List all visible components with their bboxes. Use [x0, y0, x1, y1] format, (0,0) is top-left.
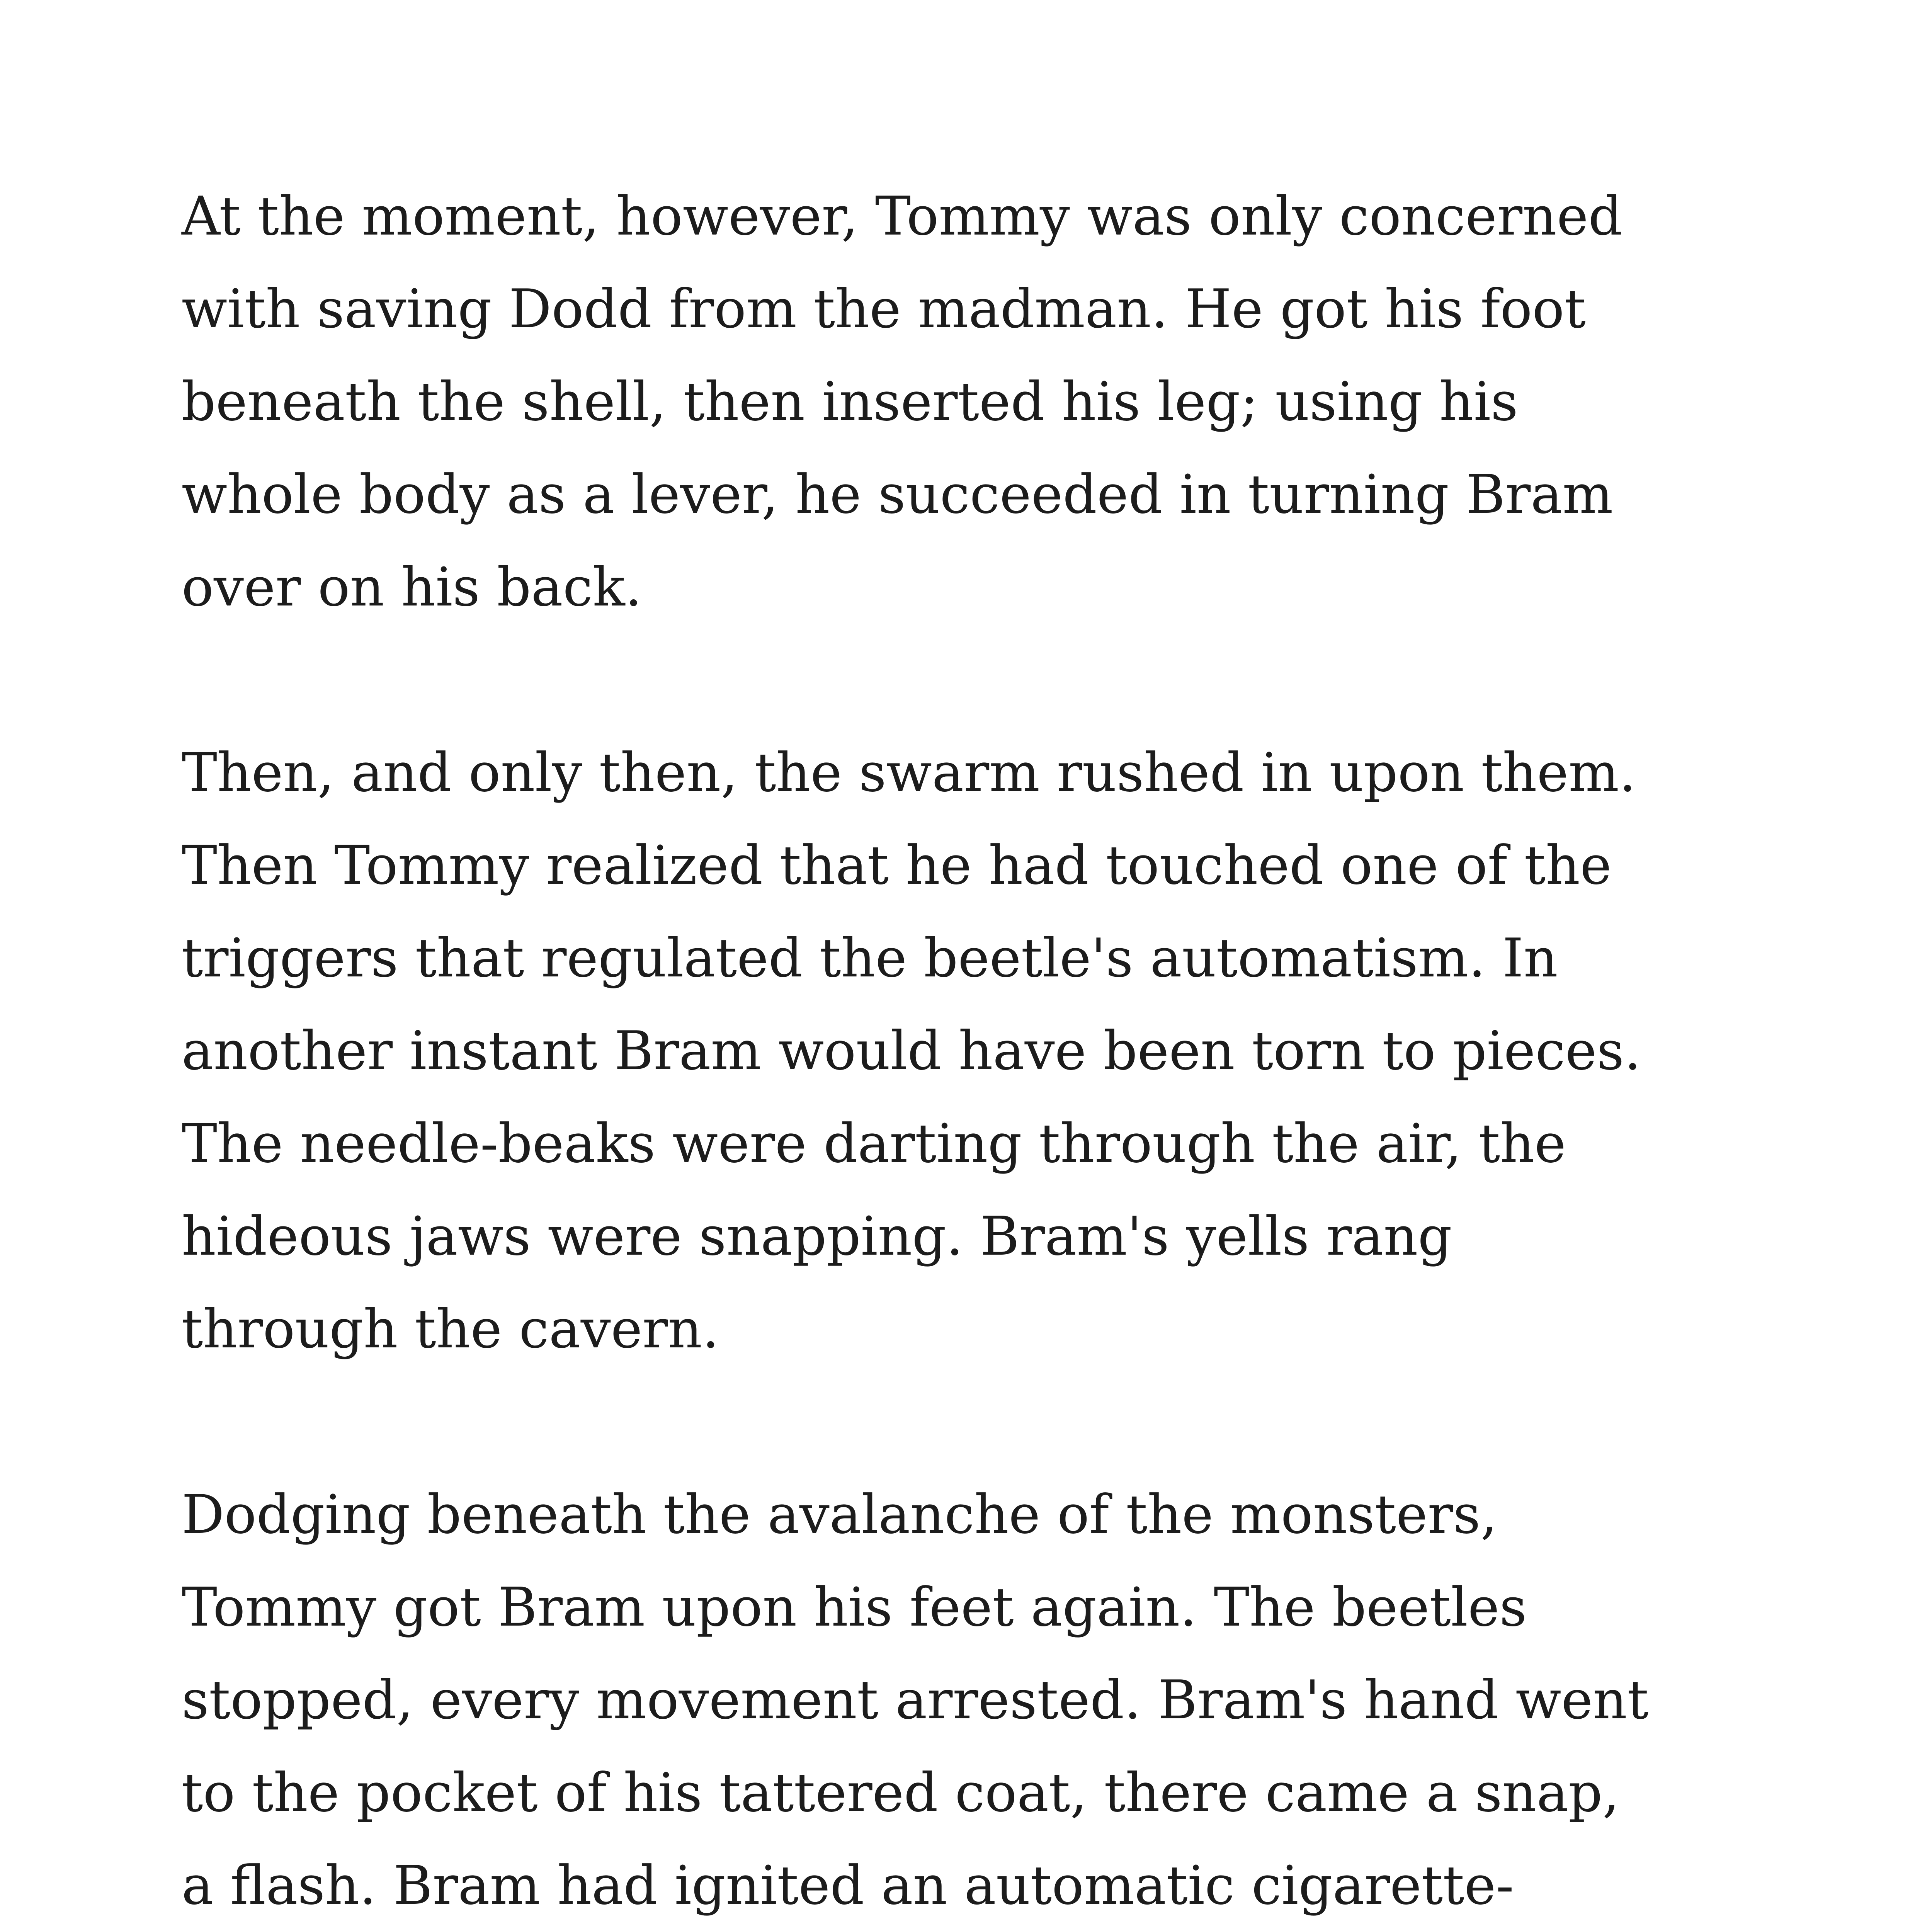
text-line: triggers that regulated the beetle's automatism. In	[182, 927, 1558, 989]
text-line: Then Tommy realized that he had touched one of the	[182, 834, 1612, 896]
text-line: Dodging beneath the avalanche of the monsters,	[182, 1483, 1498, 1546]
text-line: At the moment, however, Tommy was only concerned	[182, 185, 1622, 247]
text-line: stopped, every movement arrested. Bram's hand went	[182, 1669, 1649, 1731]
paragraph-3	[182, 1468, 1843, 1932]
text-line: another instant Bram would have been torn to pieces.	[182, 1020, 1641, 1082]
paragraph-2	[182, 726, 1843, 1376]
text-line: The needle-beaks were darting through the air, the	[182, 1112, 1566, 1175]
text-line: whole body as a lever, he succeeded in turning Bram	[182, 463, 1613, 526]
text-line: beneath the shell, then inserted his leg; using his	[182, 371, 1518, 433]
text-line: Tommy got Bram upon his feet again. The beetles	[182, 1576, 1527, 1638]
text-line: through the cavern.	[182, 1298, 719, 1360]
text-line: hideous jaws were snapping. Bram's yells rang	[182, 1205, 1452, 1267]
body-text	[182, 170, 1843, 1932]
text-line: to the pocket of his tattered coat, there came a snap,	[182, 1762, 1620, 1824]
paragraph-1	[182, 170, 1843, 634]
text-line: Then, and only then, the swarm rushed in upon them.	[182, 742, 1636, 804]
text-line: over on his back.	[182, 556, 642, 618]
text-line: with saving Dodd from the madman. He got his foot	[182, 278, 1586, 340]
text-line: a flash. Bram had ignited an automatic cigarette-	[182, 1854, 1514, 1917]
